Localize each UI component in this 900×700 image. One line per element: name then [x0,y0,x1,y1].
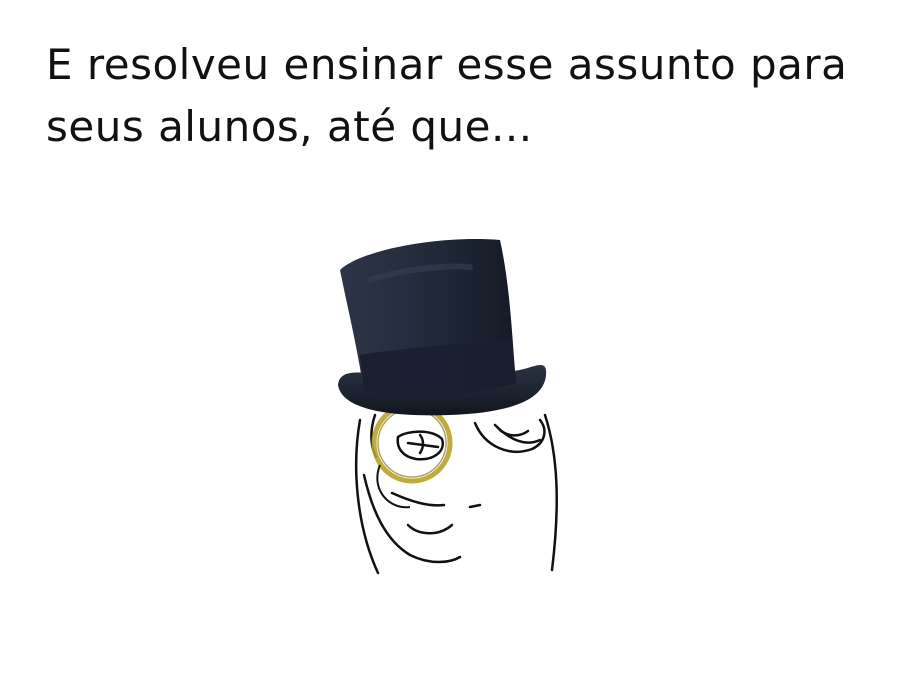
top-hat-icon [338,239,546,415]
left-eye [398,432,443,460]
mouth-marks [392,493,480,507]
face-outline [356,415,557,573]
caption-text [46,34,876,158]
monocle-icon [374,405,450,507]
gentleman-face-illustration [320,225,570,590]
caption-line-2: seus alunos, até que... [46,102,533,151]
right-eye [475,420,544,452]
caption-line-1: E resolveu ensinar esse assunto para [46,40,848,89]
